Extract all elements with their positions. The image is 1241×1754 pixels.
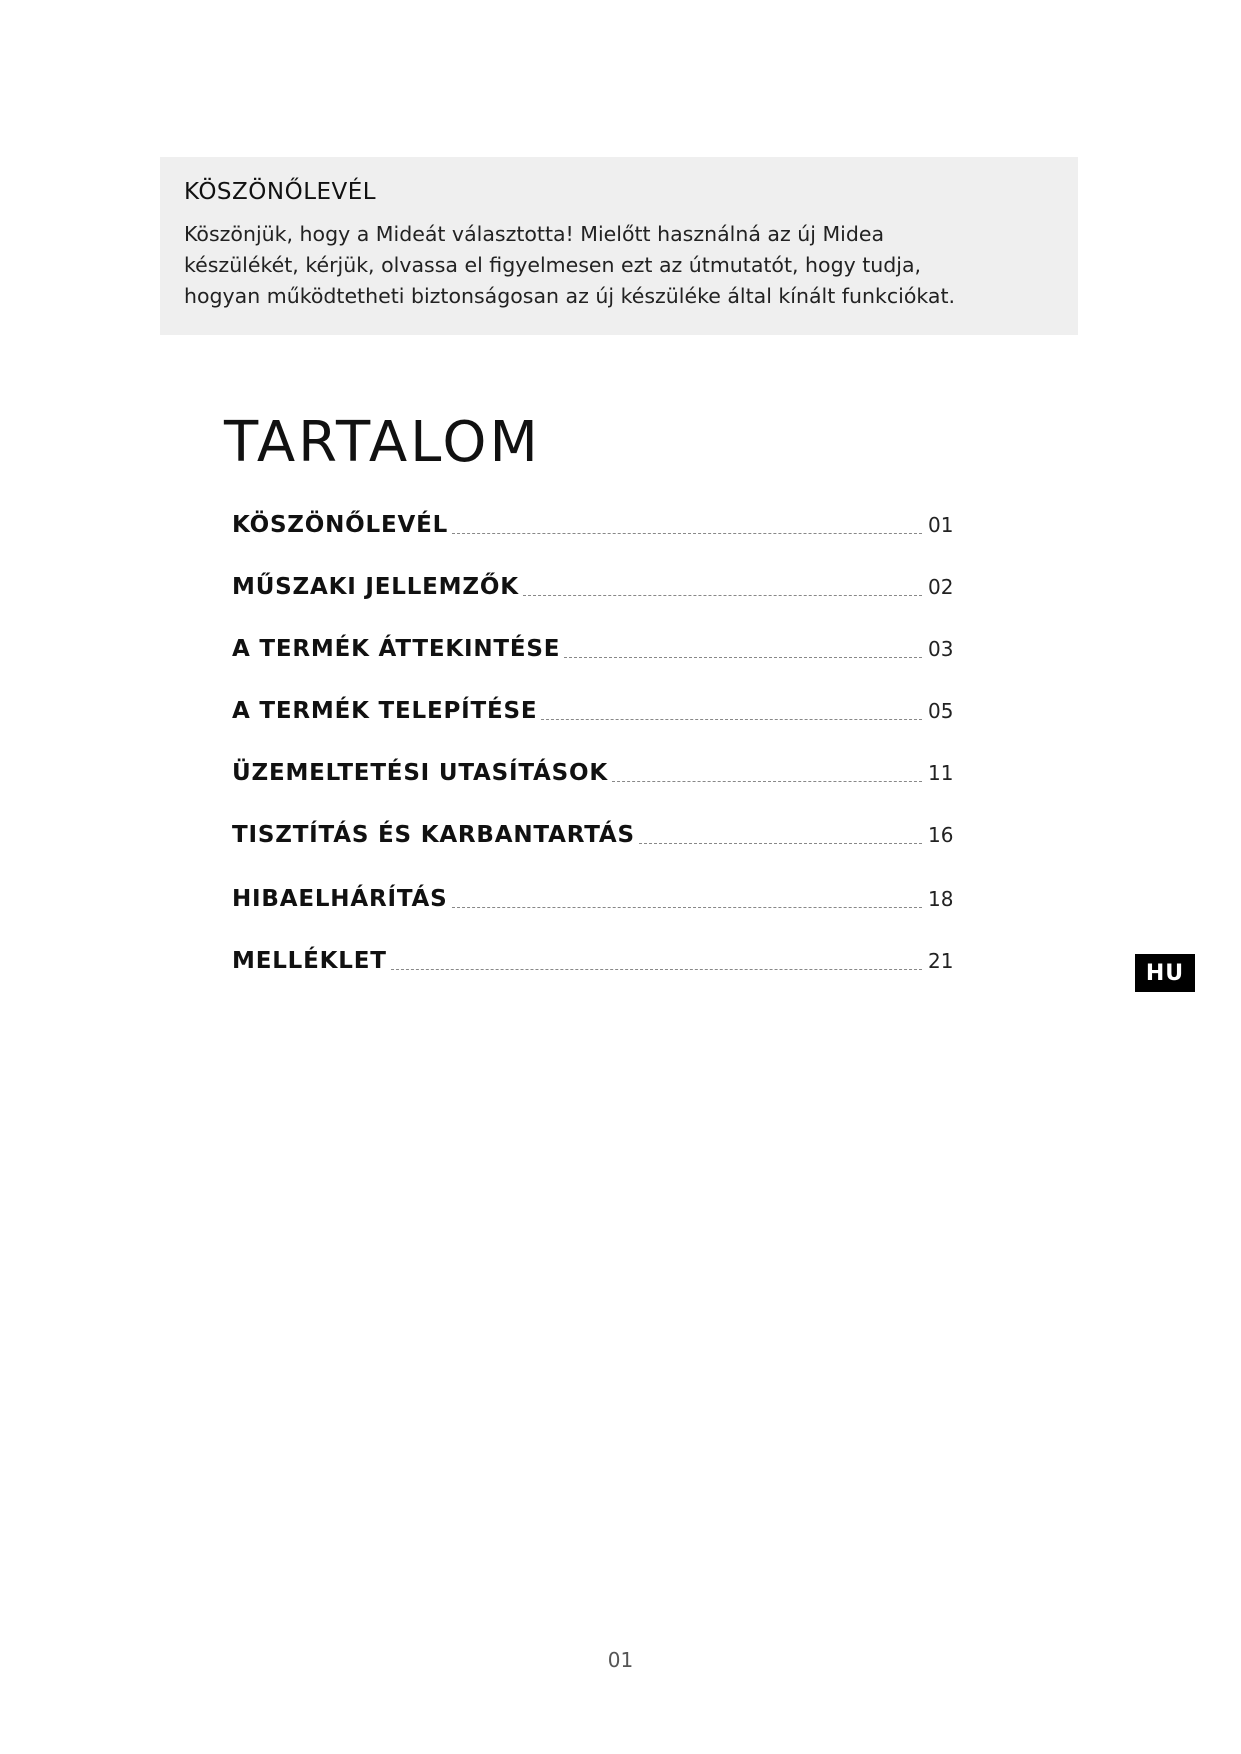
toc-entry-thank-you[interactable] <box>232 512 972 546</box>
toc-leader-dots <box>564 657 922 658</box>
toc-entry-label: A TERMÉK TELEPÍTÉSE <box>232 698 538 724</box>
toc-entry-page: 05 <box>928 699 954 723</box>
toc-title: TARTALOM <box>224 410 541 475</box>
toc-entry-label: A TERMÉK ÁTTEKINTÉSE <box>232 636 561 662</box>
toc-entry-cleaning-maintenance[interactable] <box>232 822 972 856</box>
toc-entry-page: 18 <box>928 887 954 911</box>
toc-entry-label: KÖSZÖNŐLEVÉL <box>232 512 449 538</box>
toc-entry-page: 11 <box>928 761 954 785</box>
language-badge: HU <box>1135 954 1195 992</box>
toc-leader-dots <box>452 533 922 534</box>
toc-leader-dots <box>452 907 923 908</box>
toc-entry-product-overview[interactable] <box>232 636 972 670</box>
toc-entry-operating-instructions[interactable] <box>232 760 972 794</box>
toc-leader-dots <box>541 719 922 720</box>
toc-entry-label: HIBAELHÁRÍTÁS <box>232 886 448 912</box>
thank-you-line: Köszönjük, hogy a Mideát választotta! Mielőtt használná az új Midea <box>184 222 885 246</box>
toc-leader-dots <box>391 969 922 970</box>
page-number: 01 <box>607 1648 634 1672</box>
toc-entry-page: 21 <box>928 949 954 973</box>
toc-entry-specifications[interactable] <box>232 574 972 608</box>
toc-leader-dots <box>523 595 922 596</box>
toc-entry-appendix[interactable] <box>232 948 972 982</box>
thank-you-line: hogyan működtetheti biztonságosan az új készüléke által kínált funkciókat. <box>184 284 956 308</box>
thank-you-line: készülékét, kérjük, olvassa el figyelmesen ezt az útmutatót, hogy tudja, <box>184 253 922 277</box>
toc-entry-label: MELLÉKLET <box>232 948 387 974</box>
thank-you-title: KÖSZÖNŐLEVÉL <box>184 179 377 205</box>
toc-entry-label: MŰSZAKI JELLEMZŐK <box>232 574 519 600</box>
toc-entry-page: 16 <box>928 823 954 847</box>
toc-entry-page: 03 <box>928 637 954 661</box>
toc-entry-label: TISZTÍTÁS ÉS KARBANTARTÁS <box>232 822 635 848</box>
toc-entry-page: 02 <box>928 575 954 599</box>
table-of-contents <box>232 0 972 1754</box>
toc-entry-troubleshooting[interactable] <box>232 886 972 920</box>
toc-entry-label: ÜZEMELTETÉSI UTASÍTÁSOK <box>232 760 608 786</box>
toc-entry-installation[interactable] <box>232 698 972 732</box>
toc-leader-dots <box>639 843 922 844</box>
toc-leader-dots <box>612 781 922 782</box>
toc-entry-page: 01 <box>928 513 954 537</box>
